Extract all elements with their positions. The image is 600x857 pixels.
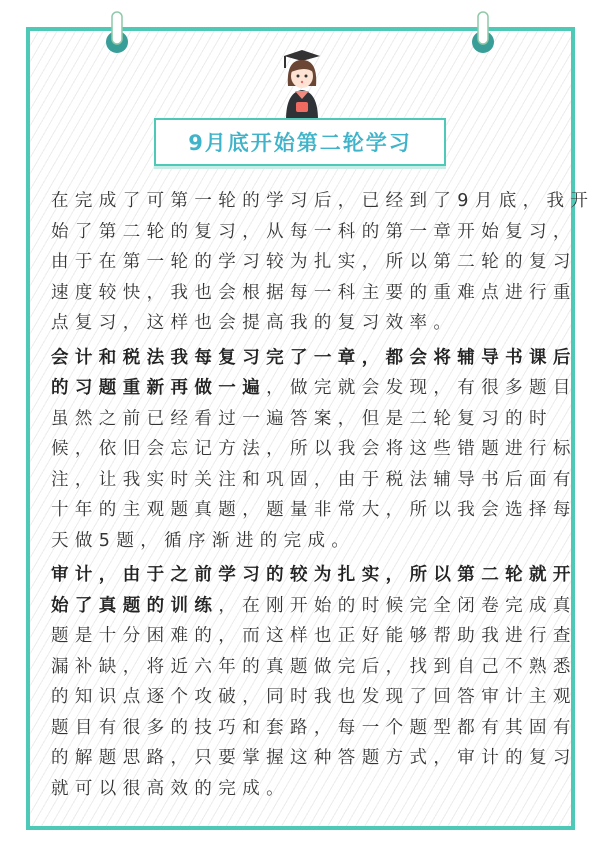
- text-line: [51, 591, 577, 622]
- article-body: [51, 186, 595, 808]
- section-title-box: [154, 118, 446, 166]
- text-line: [51, 526, 561, 557]
- text-line: [51, 434, 577, 465]
- text-line: [51, 774, 561, 805]
- text-line: [51, 713, 577, 744]
- section-title: 9月底开始第二轮学习: [188, 131, 412, 155]
- text-line: [51, 682, 577, 713]
- body-text: 题是十分困难的，而这样也正好能够帮助我进行查: [51, 626, 577, 646]
- text-line: [51, 404, 561, 435]
- text-line: [51, 560, 577, 591]
- text-line: [51, 278, 577, 309]
- binder-ring-icon: [471, 10, 495, 54]
- binder-ring-icon: [105, 10, 129, 54]
- text-line: [51, 217, 577, 248]
- body-text: 点复习，这样也会提高我的复习效率。: [51, 313, 458, 333]
- text-line: [51, 343, 577, 374]
- bold-text: 审计，由于之前学习的较为扎实，所以第二轮就开: [51, 565, 577, 585]
- body-text: 就可以很高效的完成。: [51, 778, 290, 799]
- graduate-girl-illustration: [278, 46, 326, 120]
- bold-text: 会计和税法我每复习完了一章，都会将辅导书课后: [51, 347, 577, 368]
- body-text: 的解题思路，只要掌握这种答题方式，审计的复习: [51, 748, 577, 768]
- body-text: ，在刚开始的时候完全闭卷完成真: [218, 595, 577, 616]
- text-line: [51, 495, 577, 526]
- body-text: 天做5题，循序渐进的完成。: [51, 530, 356, 551]
- body-text: 漏补缺，将近六年的真题做完后，找到自己不熟悉: [51, 656, 577, 677]
- body-text: 由于在第一轮的学习较为扎实，所以第二轮的复习: [51, 252, 577, 272]
- body-text: 在完成了可第一轮的学习后，已经到了9月底，我开: [51, 191, 595, 211]
- body-text: 十年的主观题真题，题量非常大，所以我会选择每: [51, 500, 577, 520]
- body-text: 速度较快，我也会根据每一科主要的重难点进行重: [51, 282, 577, 303]
- body-text: ，做完就会发现，有很多题目: [266, 378, 577, 398]
- bold-text: 始了真题的训练: [51, 595, 219, 616]
- text-line: [51, 186, 595, 217]
- body-text: 题目有很多的技巧和套路，每一个题型都有其固有: [51, 717, 577, 738]
- body-text: 始了第二轮的复习，从每一科的第一章开始复习，: [51, 221, 577, 242]
- body-text: 的知识点逐个攻破，同时我也发现了回答审计主观: [51, 687, 577, 707]
- text-line: [51, 308, 561, 339]
- body-text: 候，依旧会忘记方法，所以我会将这些错题进行标: [51, 439, 577, 459]
- paragraph: [51, 186, 595, 339]
- text-line: [51, 652, 577, 683]
- text-line: [51, 621, 577, 652]
- paragraph: [51, 343, 577, 557]
- bold-text: 的习题重新再做一遍: [51, 378, 267, 398]
- body-text: 注，让我实时关注和巩固，由于税法辅导书后面有: [51, 469, 577, 490]
- body-text: 虽然之前已经看过一遍答案，但是二轮复习的时: [51, 408, 553, 429]
- text-line: [51, 743, 577, 774]
- text-line: [51, 247, 577, 278]
- text-line: [51, 465, 577, 496]
- paragraph: [51, 560, 577, 804]
- text-line: [51, 373, 577, 404]
